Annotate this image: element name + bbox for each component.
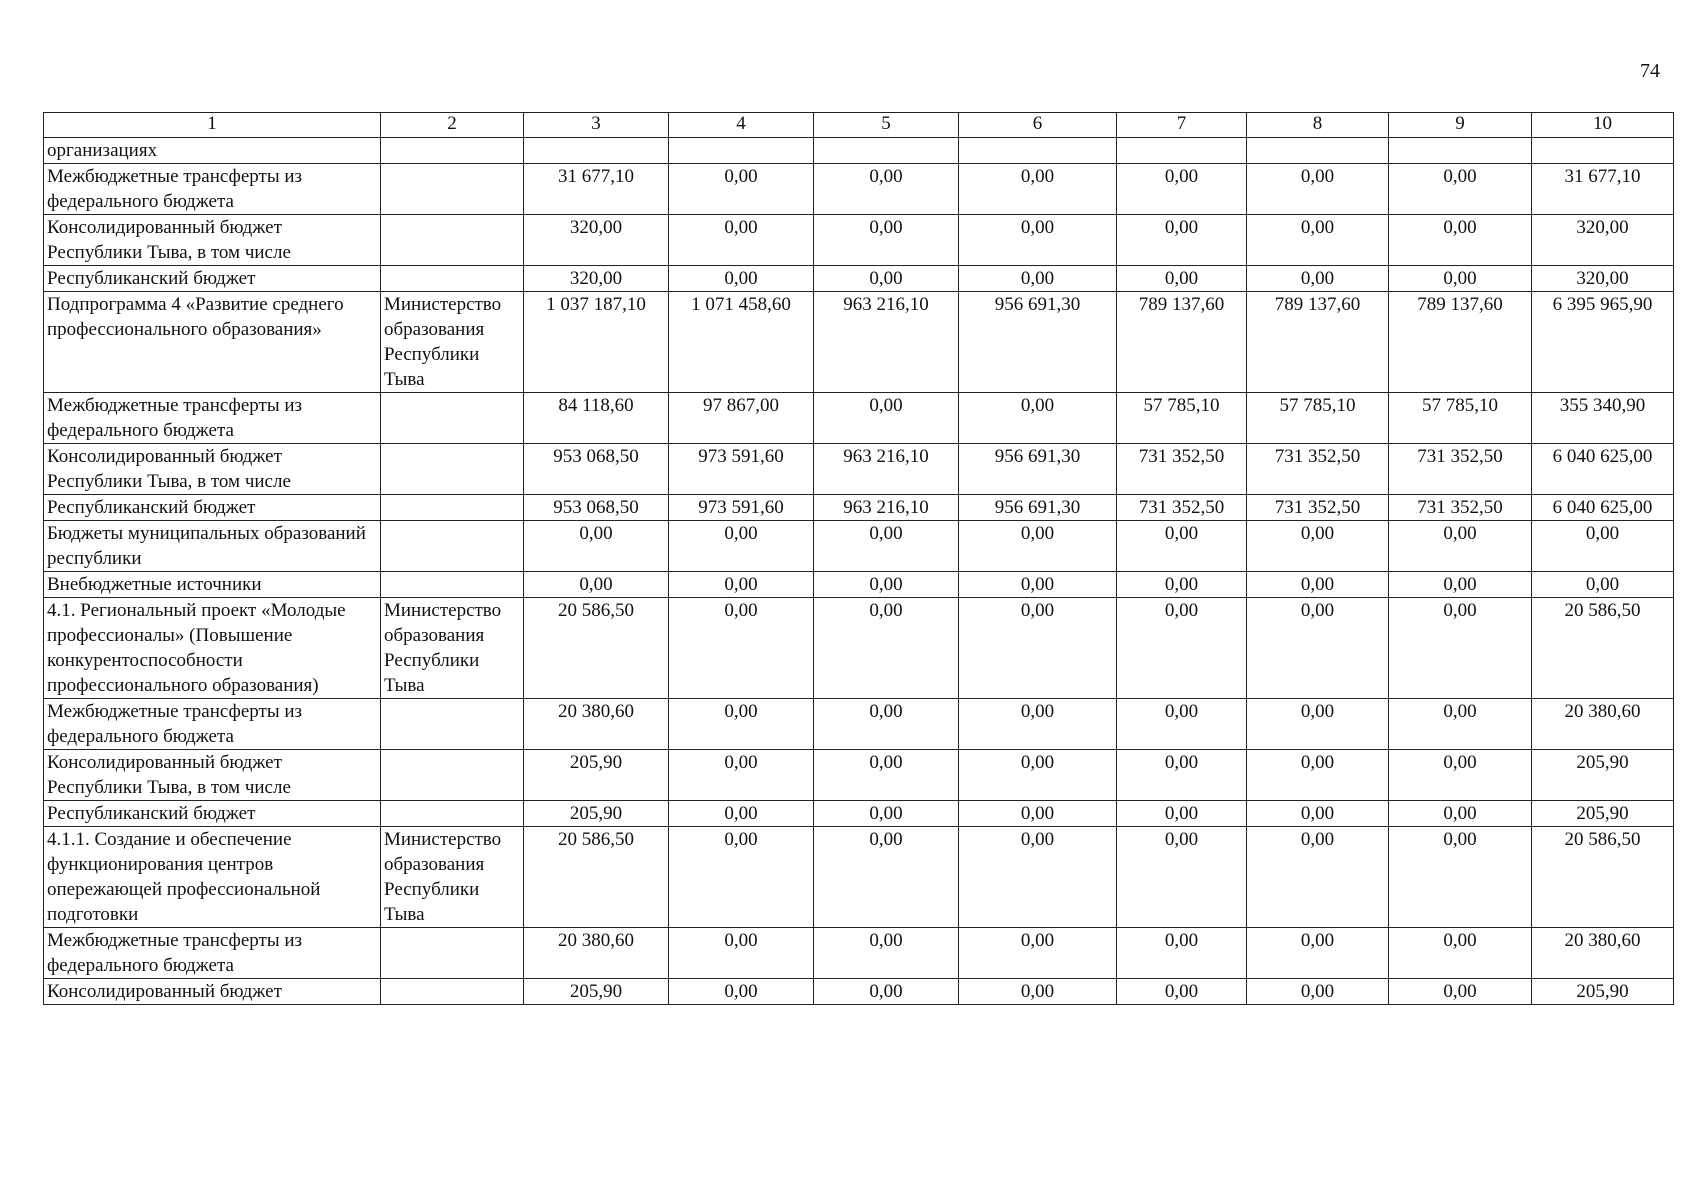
amount-cell: 20 380,60 [524, 699, 669, 750]
amount-cell: 20 380,60 [1532, 928, 1674, 979]
amount-cell: 0,00 [669, 215, 814, 266]
amount-cell: 57 785,10 [1117, 393, 1247, 444]
table-row [44, 138, 1674, 164]
responsible-executor [381, 393, 524, 444]
column-header: 5 [814, 113, 959, 138]
responsible-executor [381, 699, 524, 750]
amount-cell: 0,00 [814, 164, 959, 215]
amount-cell: 1 071 458,60 [669, 292, 814, 393]
amount-cell: 963 216,10 [814, 495, 959, 521]
table-row [44, 979, 1674, 1005]
column-header: 9 [1389, 113, 1532, 138]
amount-cell: 205,90 [524, 750, 669, 801]
row-label: Консолидированный бюджет [44, 979, 381, 1005]
budget-table [43, 112, 1674, 1005]
amount-cell: 6 395 965,90 [1532, 292, 1674, 393]
amount-cell: 953 068,50 [524, 444, 669, 495]
amount-cell: 0,00 [959, 572, 1117, 598]
amount-cell: 0,00 [669, 266, 814, 292]
amount-cell: 963 216,10 [814, 292, 959, 393]
amount-cell: 0,00 [814, 521, 959, 572]
amount-cell: 731 352,50 [1247, 444, 1389, 495]
amount-cell [1532, 138, 1674, 164]
row-label: Консолидированный бюджет Республики Тыва, в том числе [44, 444, 381, 495]
amount-cell: 0,00 [959, 827, 1117, 928]
column-header: 1 [44, 113, 381, 138]
column-header: 7 [1117, 113, 1247, 138]
amount-cell [669, 138, 814, 164]
amount-cell: 0,00 [669, 521, 814, 572]
amount-cell: 0,00 [1117, 827, 1247, 928]
table-row [44, 521, 1674, 572]
amount-cell: 0,00 [1532, 521, 1674, 572]
responsible-executor [381, 801, 524, 827]
amount-cell: 20 586,50 [524, 598, 669, 699]
amount-cell: 320,00 [1532, 266, 1674, 292]
amount-cell: 0,00 [1247, 598, 1389, 699]
amount-cell: 20 586,50 [1532, 827, 1674, 928]
amount-cell: 0,00 [1247, 750, 1389, 801]
row-label: 4.1.1. Создание и обеспечение функционирования центров опережающей профессиональной подготовки [44, 827, 381, 928]
amount-cell: 0,00 [959, 266, 1117, 292]
row-label: Внебюджетные источники [44, 572, 381, 598]
amount-cell: 0,00 [1117, 979, 1247, 1005]
amount-cell: 0,00 [959, 393, 1117, 444]
amount-cell: 0,00 [669, 979, 814, 1005]
table-row [44, 699, 1674, 750]
amount-cell: 0,00 [814, 215, 959, 266]
amount-cell: 0,00 [1247, 801, 1389, 827]
row-label: организациях [44, 138, 381, 164]
amount-cell: 731 352,50 [1117, 495, 1247, 521]
responsible-executor [381, 928, 524, 979]
table-row [44, 393, 1674, 444]
amount-cell: 973 591,60 [669, 495, 814, 521]
amount-cell: 0,00 [669, 699, 814, 750]
amount-cell: 0,00 [959, 521, 1117, 572]
amount-cell: 0,00 [1389, 164, 1532, 215]
amount-cell: 0,00 [814, 827, 959, 928]
amount-cell: 789 137,60 [1247, 292, 1389, 393]
amount-cell: 57 785,10 [1247, 393, 1389, 444]
amount-cell: 205,90 [524, 979, 669, 1005]
amount-cell: 0,00 [1389, 750, 1532, 801]
amount-cell: 31 677,10 [524, 164, 669, 215]
row-label: Консолидированный бюджет Республики Тыва, в том числе [44, 750, 381, 801]
amount-cell [959, 138, 1117, 164]
amount-cell: 953 068,50 [524, 495, 669, 521]
responsible-executor [381, 444, 524, 495]
amount-cell: 0,00 [1532, 572, 1674, 598]
amount-cell: 0,00 [814, 979, 959, 1005]
row-label: 4.1. Региональный проект «Молодые профессионалы» (Повышение конкурентоспособности профессионального образования) [44, 598, 381, 699]
row-label: Подпрограмма 4 «Развитие среднего профессионального образования» [44, 292, 381, 393]
amount-cell: 0,00 [959, 979, 1117, 1005]
amount-cell: 0,00 [1117, 215, 1247, 266]
table-row [44, 827, 1674, 928]
column-header: 4 [669, 113, 814, 138]
responsible-executor: Министерство образования Республики Тыва [381, 827, 524, 928]
amount-cell: 205,90 [1532, 801, 1674, 827]
amount-cell: 0,00 [1389, 521, 1532, 572]
amount-cell: 731 352,50 [1117, 444, 1247, 495]
responsible-executor [381, 495, 524, 521]
amount-cell: 1 037 187,10 [524, 292, 669, 393]
amount-cell [814, 138, 959, 164]
row-label: Межбюджетные трансферты из федерального бюджета [44, 393, 381, 444]
amount-cell: 789 137,60 [1389, 292, 1532, 393]
amount-cell: 6 040 625,00 [1532, 444, 1674, 495]
column-header: 6 [959, 113, 1117, 138]
amount-cell: 0,00 [814, 928, 959, 979]
amount-cell: 963 216,10 [814, 444, 959, 495]
header-row [44, 113, 1674, 138]
responsible-executor [381, 979, 524, 1005]
amount-cell: 0,00 [1389, 598, 1532, 699]
row-label: Бюджеты муниципальных образований республики [44, 521, 381, 572]
amount-cell: 320,00 [1532, 215, 1674, 266]
amount-cell: 0,00 [1389, 572, 1532, 598]
amount-cell: 0,00 [959, 750, 1117, 801]
amount-cell: 20 380,60 [1532, 699, 1674, 750]
amount-cell: 320,00 [524, 266, 669, 292]
amount-cell: 0,00 [1117, 699, 1247, 750]
responsible-executor [381, 750, 524, 801]
column-header: 3 [524, 113, 669, 138]
amount-cell: 789 137,60 [1117, 292, 1247, 393]
amount-cell: 0,00 [814, 572, 959, 598]
amount-cell: 0,00 [959, 215, 1117, 266]
amount-cell: 0,00 [669, 801, 814, 827]
amount-cell: 205,90 [524, 801, 669, 827]
amount-cell: 956 691,30 [959, 444, 1117, 495]
amount-cell [524, 138, 669, 164]
row-label: Консолидированный бюджет Республики Тыва, в том числе [44, 215, 381, 266]
row-label: Межбюджетные трансферты из федерального бюджета [44, 699, 381, 750]
amount-cell: 0,00 [1247, 266, 1389, 292]
amount-cell: 0,00 [814, 750, 959, 801]
amount-cell: 0,00 [1247, 164, 1389, 215]
table-row [44, 495, 1674, 521]
amount-cell: 20 586,50 [524, 827, 669, 928]
amount-cell: 0,00 [959, 699, 1117, 750]
amount-cell: 84 118,60 [524, 393, 669, 444]
amount-cell: 355 340,90 [1532, 393, 1674, 444]
amount-cell: 97 867,00 [669, 393, 814, 444]
row-label: Межбюджетные трансферты из федерального бюджета [44, 928, 381, 979]
amount-cell: 31 677,10 [1532, 164, 1674, 215]
amount-cell [1117, 138, 1247, 164]
amount-cell: 0,00 [1247, 699, 1389, 750]
page-number: 74 [1640, 60, 1660, 82]
responsible-executor [381, 266, 524, 292]
amount-cell: 0,00 [1247, 827, 1389, 928]
table-row [44, 572, 1674, 598]
amount-cell: 0,00 [1247, 979, 1389, 1005]
amount-cell: 0,00 [1389, 827, 1532, 928]
amount-cell: 973 591,60 [669, 444, 814, 495]
amount-cell: 0,00 [1117, 801, 1247, 827]
amount-cell: 57 785,10 [1389, 393, 1532, 444]
responsible-executor [381, 215, 524, 266]
amount-cell [1389, 138, 1532, 164]
amount-cell: 0,00 [959, 164, 1117, 215]
amount-cell: 20 380,60 [524, 928, 669, 979]
amount-cell: 0,00 [669, 827, 814, 928]
amount-cell: 0,00 [814, 266, 959, 292]
amount-cell: 0,00 [1389, 266, 1532, 292]
amount-cell: 0,00 [1117, 750, 1247, 801]
amount-cell [1247, 138, 1389, 164]
amount-cell: 0,00 [959, 928, 1117, 979]
table-row [44, 444, 1674, 495]
amount-cell: 0,00 [1117, 928, 1247, 979]
table-row [44, 266, 1674, 292]
amount-cell: 20 586,50 [1532, 598, 1674, 699]
amount-cell: 0,00 [524, 572, 669, 598]
responsible-executor: Министерство образования Республики Тыва [381, 598, 524, 699]
amount-cell: 205,90 [1532, 979, 1674, 1005]
amount-cell: 0,00 [1247, 215, 1389, 266]
amount-cell: 320,00 [524, 215, 669, 266]
table-row [44, 292, 1674, 393]
column-header: 2 [381, 113, 524, 138]
responsible-executor [381, 521, 524, 572]
table-row [44, 164, 1674, 215]
amount-cell: 0,00 [1117, 598, 1247, 699]
responsible-executor [381, 572, 524, 598]
amount-cell: 0,00 [814, 801, 959, 827]
amount-cell: 0,00 [1117, 164, 1247, 215]
amount-cell: 956 691,30 [959, 292, 1117, 393]
column-header: 8 [1247, 113, 1389, 138]
amount-cell: 0,00 [1247, 521, 1389, 572]
table-row [44, 215, 1674, 266]
amount-cell: 0,00 [1117, 266, 1247, 292]
amount-cell: 0,00 [814, 699, 959, 750]
amount-cell: 0,00 [669, 928, 814, 979]
amount-cell: 956 691,30 [959, 495, 1117, 521]
amount-cell: 0,00 [814, 393, 959, 444]
amount-cell: 0,00 [1117, 572, 1247, 598]
amount-cell: 0,00 [1389, 699, 1532, 750]
amount-cell: 0,00 [959, 598, 1117, 699]
amount-cell: 0,00 [1389, 979, 1532, 1005]
amount-cell: 205,90 [1532, 750, 1674, 801]
table-row [44, 928, 1674, 979]
amount-cell: 0,00 [669, 598, 814, 699]
amount-cell: 0,00 [959, 801, 1117, 827]
responsible-executor: Министерство образования Республики Тыва [381, 292, 524, 393]
amount-cell: 0,00 [669, 750, 814, 801]
responsible-executor [381, 138, 524, 164]
amount-cell: 0,00 [1247, 572, 1389, 598]
amount-cell: 0,00 [1389, 801, 1532, 827]
amount-cell: 731 352,50 [1389, 495, 1532, 521]
row-label: Республиканский бюджет [44, 495, 381, 521]
amount-cell: 0,00 [1389, 215, 1532, 266]
amount-cell: 731 352,50 [1247, 495, 1389, 521]
amount-cell: 0,00 [669, 164, 814, 215]
amount-cell: 0,00 [524, 521, 669, 572]
column-header: 10 [1532, 113, 1674, 138]
row-label: Межбюджетные трансферты из федерального бюджета [44, 164, 381, 215]
amount-cell: 0,00 [1117, 521, 1247, 572]
row-label: Республиканский бюджет [44, 266, 381, 292]
amount-cell: 731 352,50 [1389, 444, 1532, 495]
table-row [44, 598, 1674, 699]
responsible-executor [381, 164, 524, 215]
amount-cell: 0,00 [814, 598, 959, 699]
row-label: Республиканский бюджет [44, 801, 381, 827]
table-row [44, 801, 1674, 827]
table-row [44, 750, 1674, 801]
amount-cell: 0,00 [669, 572, 814, 598]
amount-cell: 0,00 [1247, 928, 1389, 979]
amount-cell: 6 040 625,00 [1532, 495, 1674, 521]
amount-cell: 0,00 [1389, 928, 1532, 979]
